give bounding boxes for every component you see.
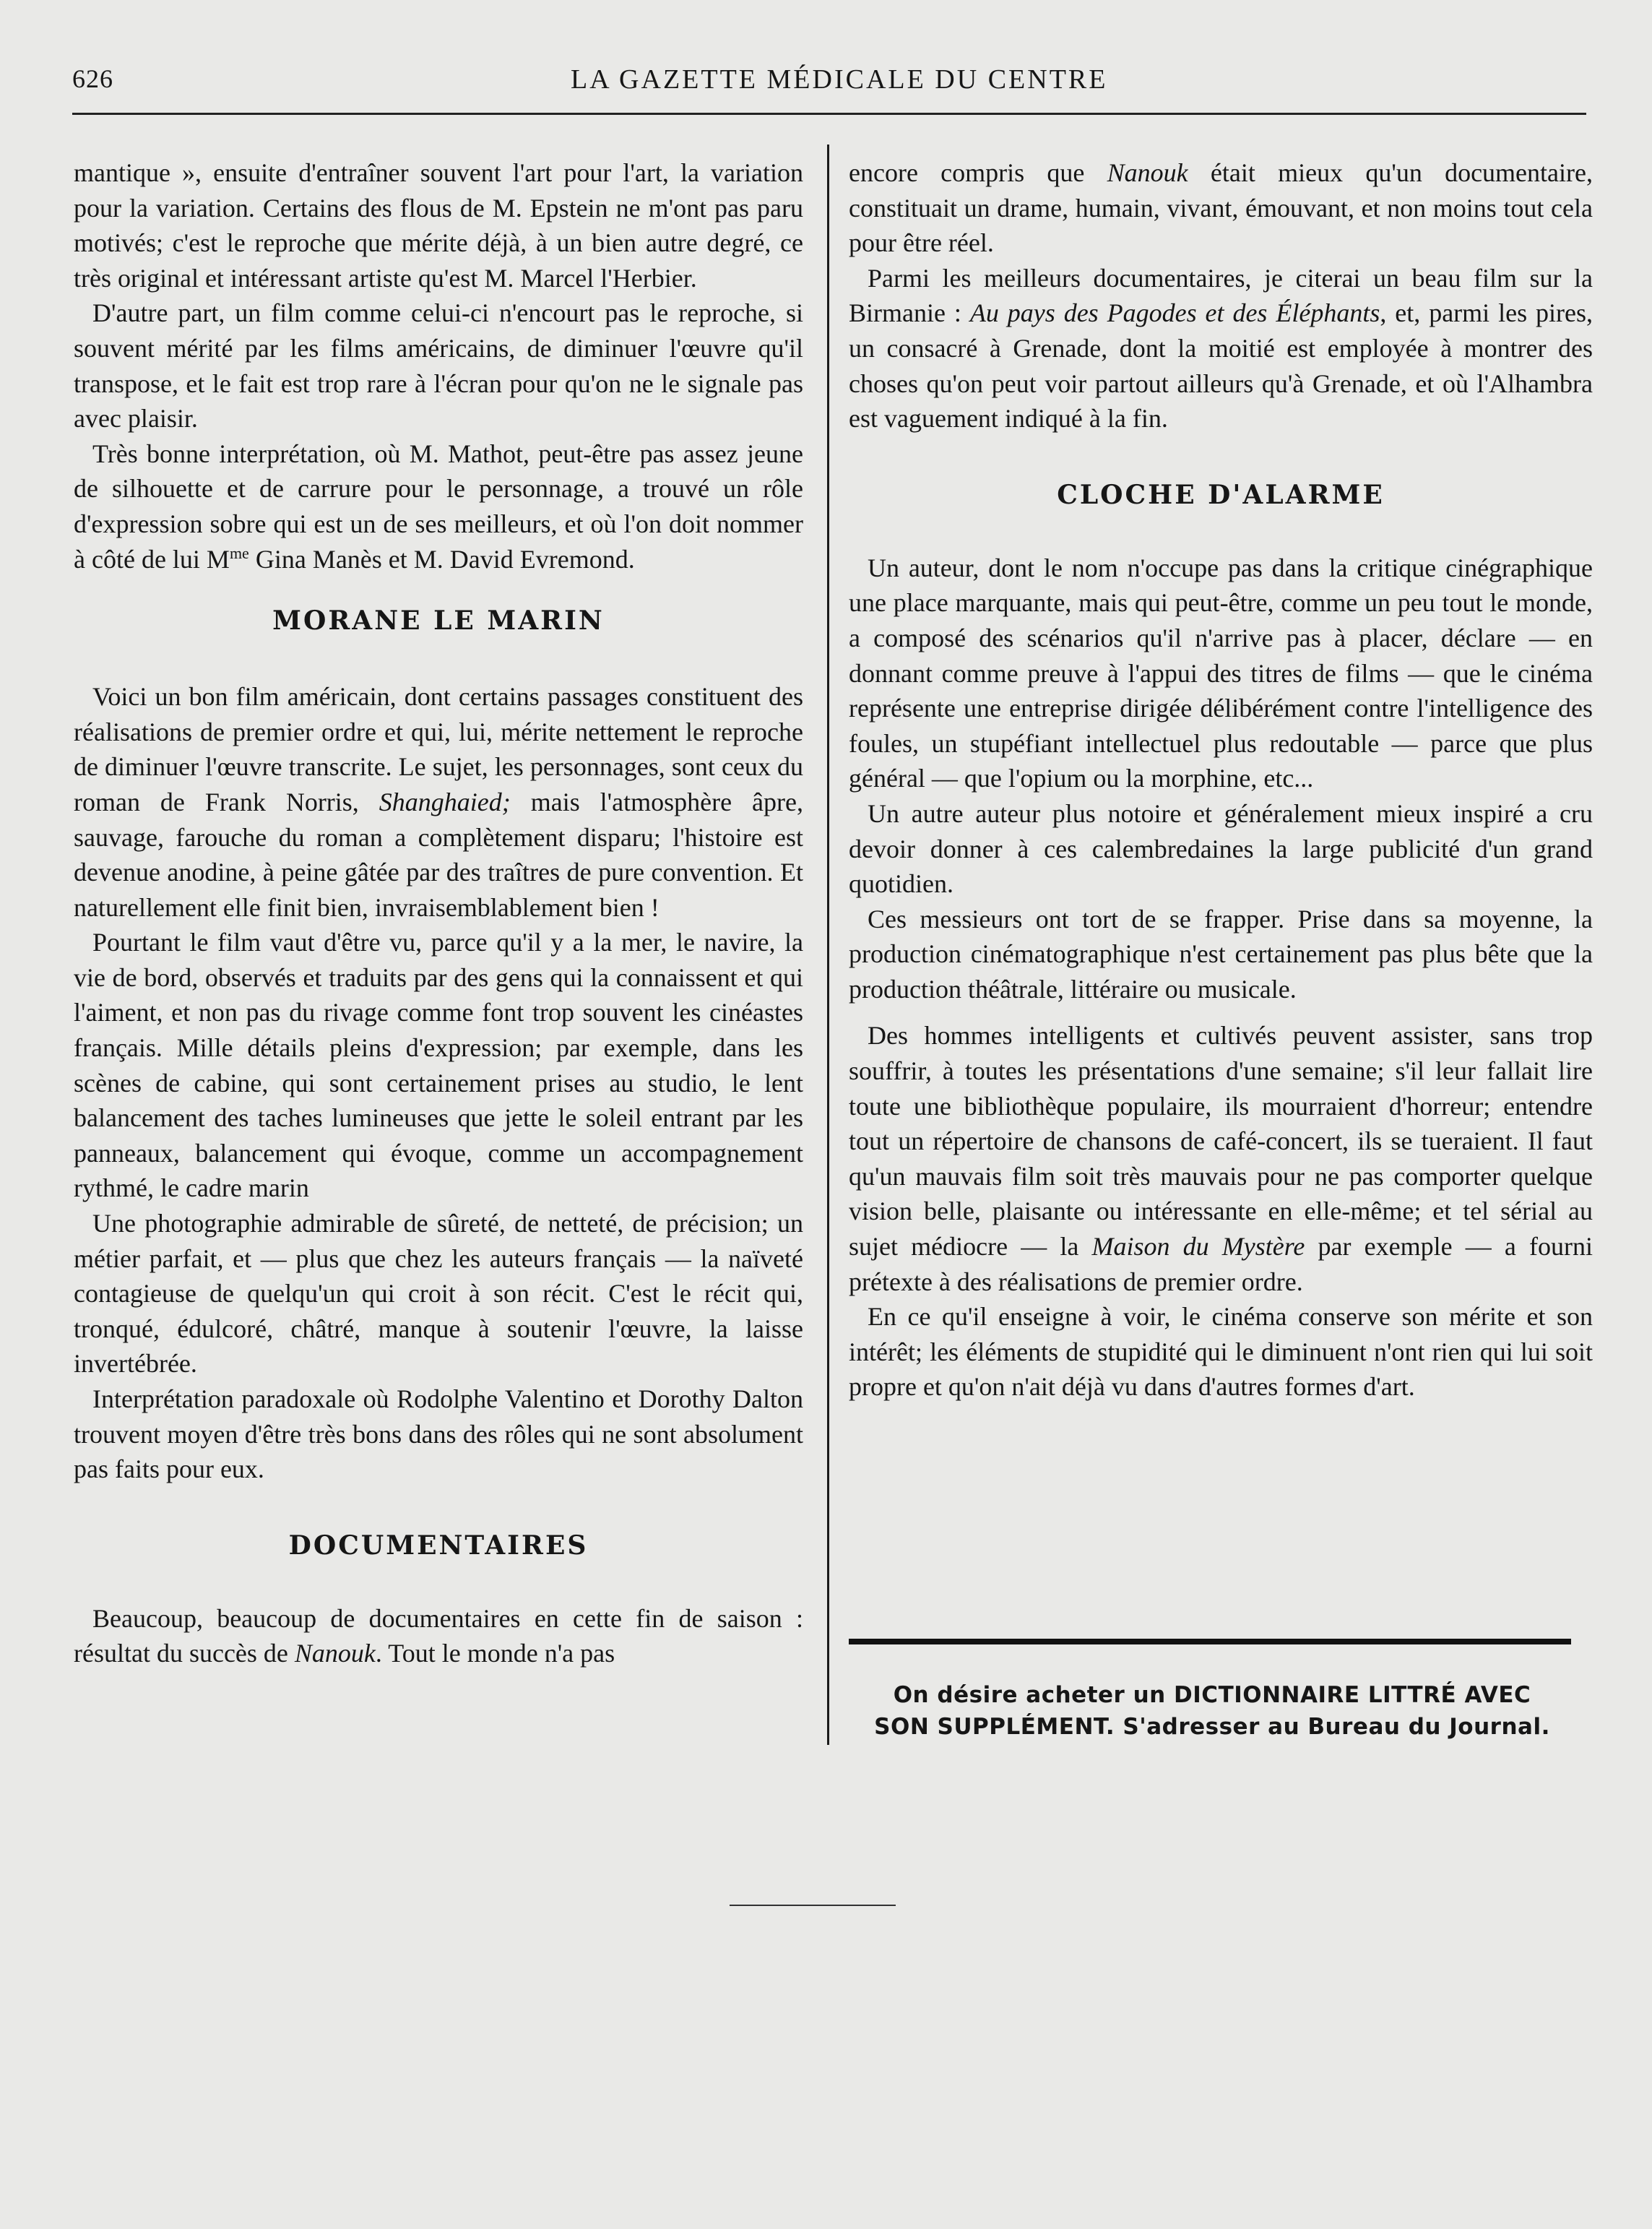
advertisement-line: SON SUPPLÉMENT. S'adresser au Bureau du Journal. xyxy=(874,1714,1550,1740)
paragraph: Ces messieurs ont tort de se frapper. Prise dans sa moyenne, la production cinématographique n'est certainement pas plus bête que la production théâtrale, littéraire ou musicale. xyxy=(849,904,1593,1004)
film-title: Nanouk xyxy=(294,1639,376,1668)
paragraph xyxy=(849,261,1593,436)
paragraph xyxy=(849,155,1593,261)
paragraph: D'autre part, un film comme celui-ci n'encourt pas le reproche, si souvent mérité par les films américains, de diminuer l'œuvre qu'il transpose, et le fait est trop rare à l'écran pour qu'on ne le signale pas avec plaisir. xyxy=(74,298,803,434)
paragraph xyxy=(74,679,803,925)
page-header xyxy=(72,64,1586,107)
left-column xyxy=(74,155,803,1671)
advertisement xyxy=(836,1679,1588,1743)
paragraph-text: Des hommes intelligents et cultivés peuvent assister, sans trop souffrir, à toutes les présentations d'une semaine; s'il leur fallait lire toute une bibliothèque populaire, ils mourraient d'horreur; entendre tout un répertoire de chansons de café-concert, ils se tueraient. Il faut qu'un mauvais film soit très mauvais pour ne pas comporter quelque vision belle, plaisante ou intéressante en elle-même; et tel sérial au sujet médiocre — la xyxy=(849,1021,1593,1262)
paragraph-text: Très bonne interprétation, où M. Mathot, peut-être pas assez jeune de silhouette et de carrure pour le personnage, a trouvé un rôle d'expression sobre qui est un de ses meilleurs, et où l'on doit nommer à côté de lui M xyxy=(74,439,803,574)
paragraph xyxy=(74,1601,803,1671)
footer-rule xyxy=(730,1905,896,1906)
paragraph: mantique », ensuite d'entraîner souvent l'art pour l'art, la variation pour la variation. Certains des flous de M. Epstein ne m'ont pas paru motivés; c'est le reproche que mérite déjà, à un bien autre degré, ce très original et intéressant artiste qu'est M. Marcel l'Herbier. xyxy=(74,158,803,293)
paragraph: Une photographie admirable de sûreté, de netteté, de précision; un métier parfait, et — plus que chez les auteurs français — la naïveté contagieuse de quelqu'un qui croit à son récit. C'est le récit qui, tronqué, édulcoré, châtré, manque à soutenir l'œuvre, la laisse invertébrée. xyxy=(74,1209,803,1379)
paragraph-text: Parmi les meilleurs documentaires, je citerai un beau film sur la Birmanie : xyxy=(849,263,1593,328)
paragraph-text: encore compris que xyxy=(849,158,1107,187)
header-rule xyxy=(72,113,1586,115)
film-title: Maison du Mystère xyxy=(1091,1232,1305,1262)
page-number: 626 xyxy=(72,64,113,93)
paragraph xyxy=(849,1018,1593,1299)
paragraph-text: était mieux qu'un documentaire, constituait un drame, humain, vivant, émouvant, et non moins tout cela pour être réel. xyxy=(849,158,1593,258)
film-title: Au pays des Pagodes et des Éléphants xyxy=(969,298,1380,328)
paragraph: Pourtant le film vaut d'être vu, parce qu'il y a la mer, le navire, la vie de bord, observés et traduits par des gens qui la connaissent et qui l'aiment, et non pas du rivage comme font trop souvent les cinéastes français. Mille détails pleins d'expression; par exemple, dans les scènes de cabine, qui sont certainement prises au studio, le lent balancement des taches lumineuses que jette le soleil entrant par les panneaux, balancement qui évoque, comme un accompagnement rythmé, le cadre marin xyxy=(74,928,803,1203)
column-divider xyxy=(827,145,829,1745)
paragraph-text: . Tout le monde n'a pas xyxy=(375,1639,615,1668)
section-heading-documentaires: DOCUMENTAIRES xyxy=(288,1530,589,1561)
paragraph-text: mais l'atmosphère âpre, sauvage, farouche du roman a complètement disparu; l'histoire est devenue anodine, à peine gâtée par des traîtres de pure convention. Et naturellement elle finit bien, invraisemblablement bien ! xyxy=(74,787,803,922)
paragraph-text: Voici un bon film américain, dont certains passages constituent des réalisations de premier ordre et qui, lui, mérite nettement le reproche de diminuer l'œuvre transcrite. Le sujet, les personnages, sont ceux du roman de Frank Norris, xyxy=(74,682,803,816)
paragraph: Un auteur, dont le nom n'occupe pas dans la critique cinégraphique une place marquante, mais qui peut-être, comme un peu tout le monde, a composé des scénarios qu'il n'arrive pas à placer, déclare — en donnant comme preuve à l'appui des titres de films — que le cinéma représente une entreprise dirigée délibérément contre l'intelligence des foules, un stupéfiant intellectuel plus redoutable — parce que plus général — que l'opium ou la morphine, etc... xyxy=(849,553,1593,793)
paragraph-text: Beaucoup, beaucoup de documentaires en cette fin de saison : résultat du succès de xyxy=(74,1603,803,1668)
advertisement-line: On désire acheter un DICTIONNAIRE LITTRÉ AVEC xyxy=(893,1682,1531,1708)
paragraph-text: Gina Manès et M. David Evremond. xyxy=(248,544,635,574)
film-title: Nanouk xyxy=(1107,158,1188,187)
paragraph: Un autre auteur plus notoire et généralement mieux inspiré a cru devoir donner à ces calembredaines la large publicité d'un grand quotidien. xyxy=(849,798,1593,899)
section-heading-cloche: CLOCHE D'ALARME xyxy=(1057,479,1385,510)
advertisement-rule xyxy=(849,1639,1571,1644)
book-title: Shanghaied; xyxy=(379,787,511,816)
paragraph: Interprétation paradoxale où Rodolphe Valentino et Dorothy Dalton trouvent moyen d'être très bons dans des rôles qui ne sont absolument pas faits pour eux. xyxy=(74,1384,803,1484)
paragraph-text: , et, parmi les pires, un consacré à Grenade, dont la moitié est employée à montrer des choses qu'on peut voir partout ailleurs qu'à Grenade, et où l'Alhambra est vaguement indiqué à la fin. xyxy=(849,298,1593,434)
right-column xyxy=(849,155,1593,1405)
paragraph-text: par exemple — a fourni prétexte à des réalisations de premier ordre. xyxy=(849,1232,1593,1296)
superscript: me xyxy=(229,543,249,562)
journal-title: LA GAZETTE MÉDICALE DU CENTRE xyxy=(571,64,1108,95)
paragraph: En ce qu'il enseigne à voir, le cinéma conserve son mérite et son intérêt; les éléments de stupidité qui le diminuent n'ont rien qui lui soit propre et qu'on n'ait déjà vu dans d'autres formes d'art. xyxy=(849,1302,1593,1402)
section-heading-morane: MORANE LE MARIN xyxy=(272,605,605,637)
paragraph xyxy=(74,436,803,577)
